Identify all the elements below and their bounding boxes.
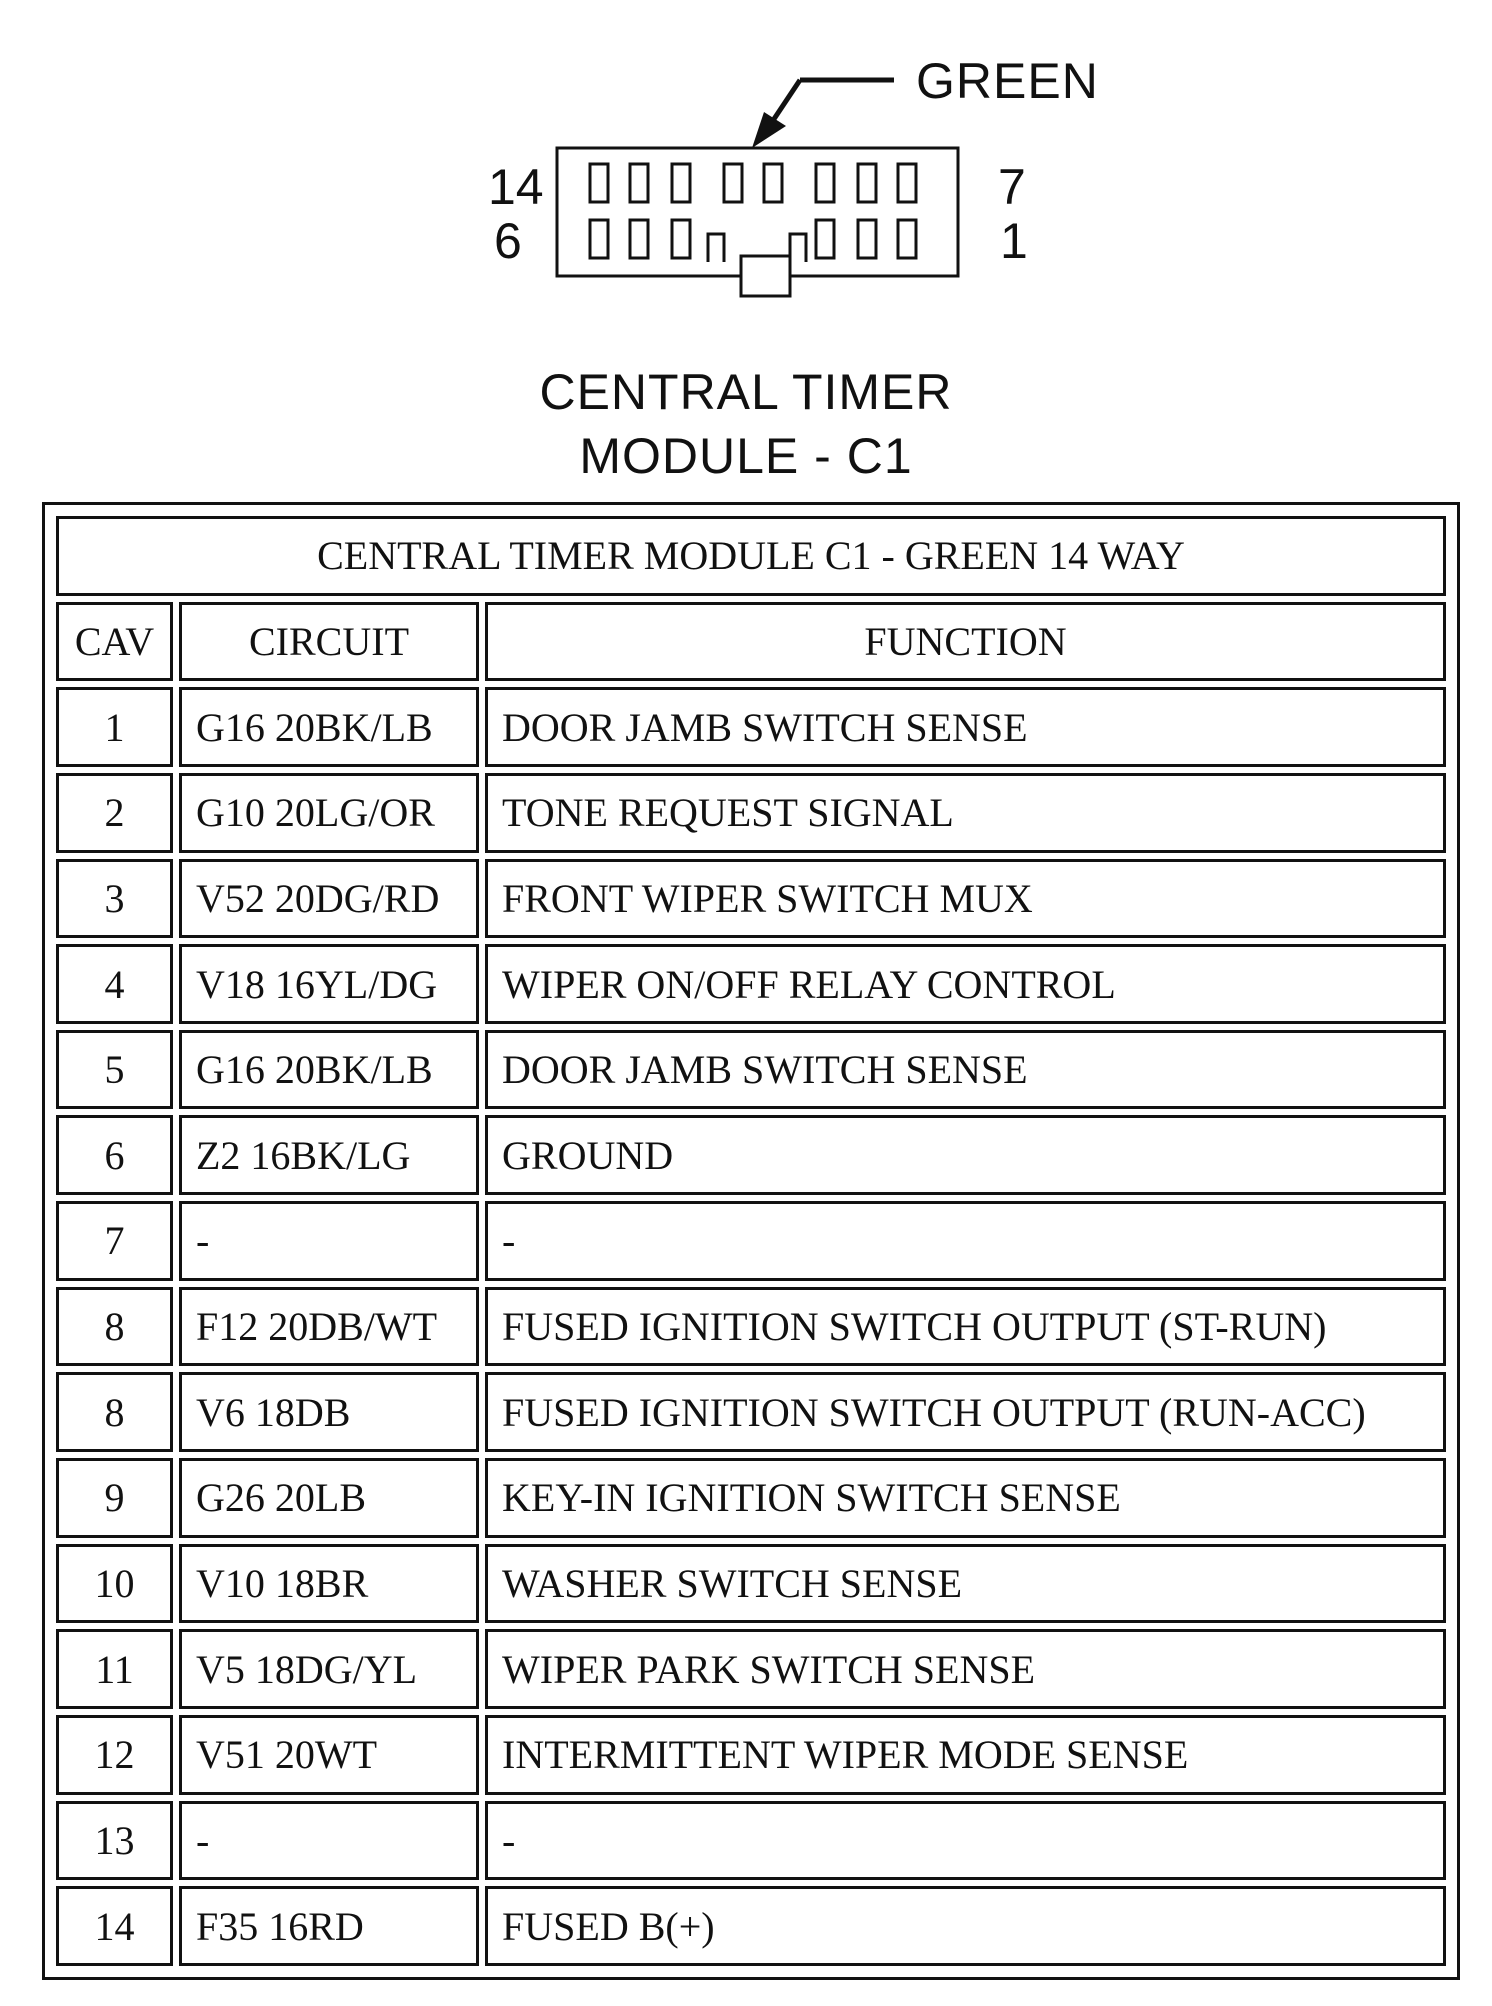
diagram-title-line-2: MODULE - C1: [579, 428, 913, 484]
cell-function: FUSED B(+): [485, 1886, 1446, 1966]
table-row: [56, 1372, 1446, 1452]
header-function: FUNCTION: [485, 602, 1446, 682]
diagram-title: [0, 360, 1492, 488]
cell-cav: 10: [56, 1544, 173, 1624]
pin-label-bottom-left: 6: [494, 213, 522, 269]
cell-circuit: F12 20DB/WT: [179, 1287, 479, 1367]
bottom-row-cavities: [590, 220, 916, 258]
cell-cav: 9: [56, 1458, 173, 1538]
diagram-title-line-1: CENTRAL TIMER: [539, 364, 953, 420]
cell-circuit: V5 18DG/YL: [179, 1629, 479, 1709]
table-row: [56, 1886, 1446, 1966]
cell-cav: 11: [56, 1629, 173, 1709]
cavity-4: [672, 220, 690, 258]
arrow-head-icon: [752, 112, 786, 148]
cavity-7: [898, 164, 916, 202]
cell-cav: 14: [56, 1886, 173, 1966]
cell-function: DOOR JAMB SWITCH SENSE: [485, 687, 1446, 767]
cavity-12: [672, 164, 690, 202]
header-circuit: CIRCUIT: [179, 602, 479, 682]
top-row-cavities: [590, 164, 916, 202]
cell-function: FUSED IGNITION SWITCH OUTPUT (RUN-ACC): [485, 1372, 1446, 1452]
cell-cav: 8: [56, 1287, 173, 1367]
table-row: [56, 1801, 1446, 1881]
cell-cav: 8: [56, 1372, 173, 1452]
cell-function: -: [485, 1801, 1446, 1881]
cell-circuit: V52 20DG/RD: [179, 859, 479, 939]
table-row: [56, 859, 1446, 939]
cavity-9: [816, 164, 834, 202]
cavity-14: [590, 164, 608, 202]
cavity-2: [858, 220, 876, 258]
table-row: [56, 687, 1446, 767]
pinout-table-frame: [42, 502, 1460, 1980]
table-row: [56, 1201, 1446, 1281]
cell-circuit: V6 18DB: [179, 1372, 479, 1452]
table-row: [56, 1544, 1446, 1624]
connector-color-label: GREEN: [916, 53, 1099, 109]
cell-circuit: V18 16YL/DG: [179, 944, 479, 1024]
table-header-row: [56, 602, 1446, 682]
cavity-11: [724, 164, 742, 202]
cell-cav: 1: [56, 687, 173, 767]
table-title: CENTRAL TIMER MODULE C1 - GREEN 14 WAY: [56, 516, 1446, 596]
cell-cav: 2: [56, 773, 173, 853]
table-row: [56, 1715, 1446, 1795]
table-row: [56, 1629, 1446, 1709]
cell-circuit: F35 16RD: [179, 1886, 479, 1966]
connector-diagram: [0, 0, 1492, 330]
cell-circuit: G10 20LG/OR: [179, 773, 479, 853]
cell-function: -: [485, 1201, 1446, 1281]
table-row: [56, 944, 1446, 1024]
cell-cav: 12: [56, 1715, 173, 1795]
pin-label-top-right: 7: [998, 159, 1026, 215]
cavity-6: [590, 220, 608, 258]
cell-circuit: V51 20WT: [179, 1715, 479, 1795]
cell-cav: 4: [56, 944, 173, 1024]
cell-circuit: -: [179, 1801, 479, 1881]
pin-label-top-left: 14: [488, 159, 544, 215]
cell-cav: 13: [56, 1801, 173, 1881]
header-cav: CAV: [56, 602, 173, 682]
cell-cav: 3: [56, 859, 173, 939]
table-row: [56, 1030, 1446, 1110]
table-row: [56, 773, 1446, 853]
cavity-8: [858, 164, 876, 202]
cell-cav: 6: [56, 1115, 173, 1195]
keyway-tab: [741, 256, 790, 296]
cavity-10: [764, 164, 782, 202]
cell-circuit: Z2 16BK/LG: [179, 1115, 479, 1195]
table-title-row: [56, 516, 1446, 596]
cell-function: TONE REQUEST SIGNAL: [485, 773, 1446, 853]
table-row: [56, 1115, 1446, 1195]
cell-function: GROUND: [485, 1115, 1446, 1195]
cell-function: WIPER PARK SWITCH SENSE: [485, 1629, 1446, 1709]
cell-function: WIPER ON/OFF RELAY CONTROL: [485, 944, 1446, 1024]
cell-function: DOOR JAMB SWITCH SENSE: [485, 1030, 1446, 1110]
cell-function: WASHER SWITCH SENSE: [485, 1544, 1446, 1624]
cell-function: FUSED IGNITION SWITCH OUTPUT (ST-RUN): [485, 1287, 1446, 1367]
cavity-1: [898, 220, 916, 258]
cell-circuit: G16 20BK/LB: [179, 687, 479, 767]
pinout-table: [50, 510, 1452, 1972]
cell-function: KEY-IN IGNITION SWITCH SENSE: [485, 1458, 1446, 1538]
cavity-3: [816, 220, 834, 258]
cell-circuit: V10 18BR: [179, 1544, 479, 1624]
cell-cav: 5: [56, 1030, 173, 1110]
cell-circuit: G16 20BK/LB: [179, 1030, 479, 1110]
cell-circuit: -: [179, 1201, 479, 1281]
pin-label-bottom-right: 1: [1000, 213, 1028, 269]
table-row: [56, 1287, 1446, 1367]
cell-circuit: G26 20LB: [179, 1458, 479, 1538]
table-row: [56, 1458, 1446, 1538]
connector-face-icon: [0, 0, 1492, 330]
cell-cav: 7: [56, 1201, 173, 1281]
cavity-5: [630, 220, 648, 258]
cell-function: INTERMITTENT WIPER MODE SENSE: [485, 1715, 1446, 1795]
cavity-13: [630, 164, 648, 202]
cell-function: FRONT WIPER SWITCH MUX: [485, 859, 1446, 939]
